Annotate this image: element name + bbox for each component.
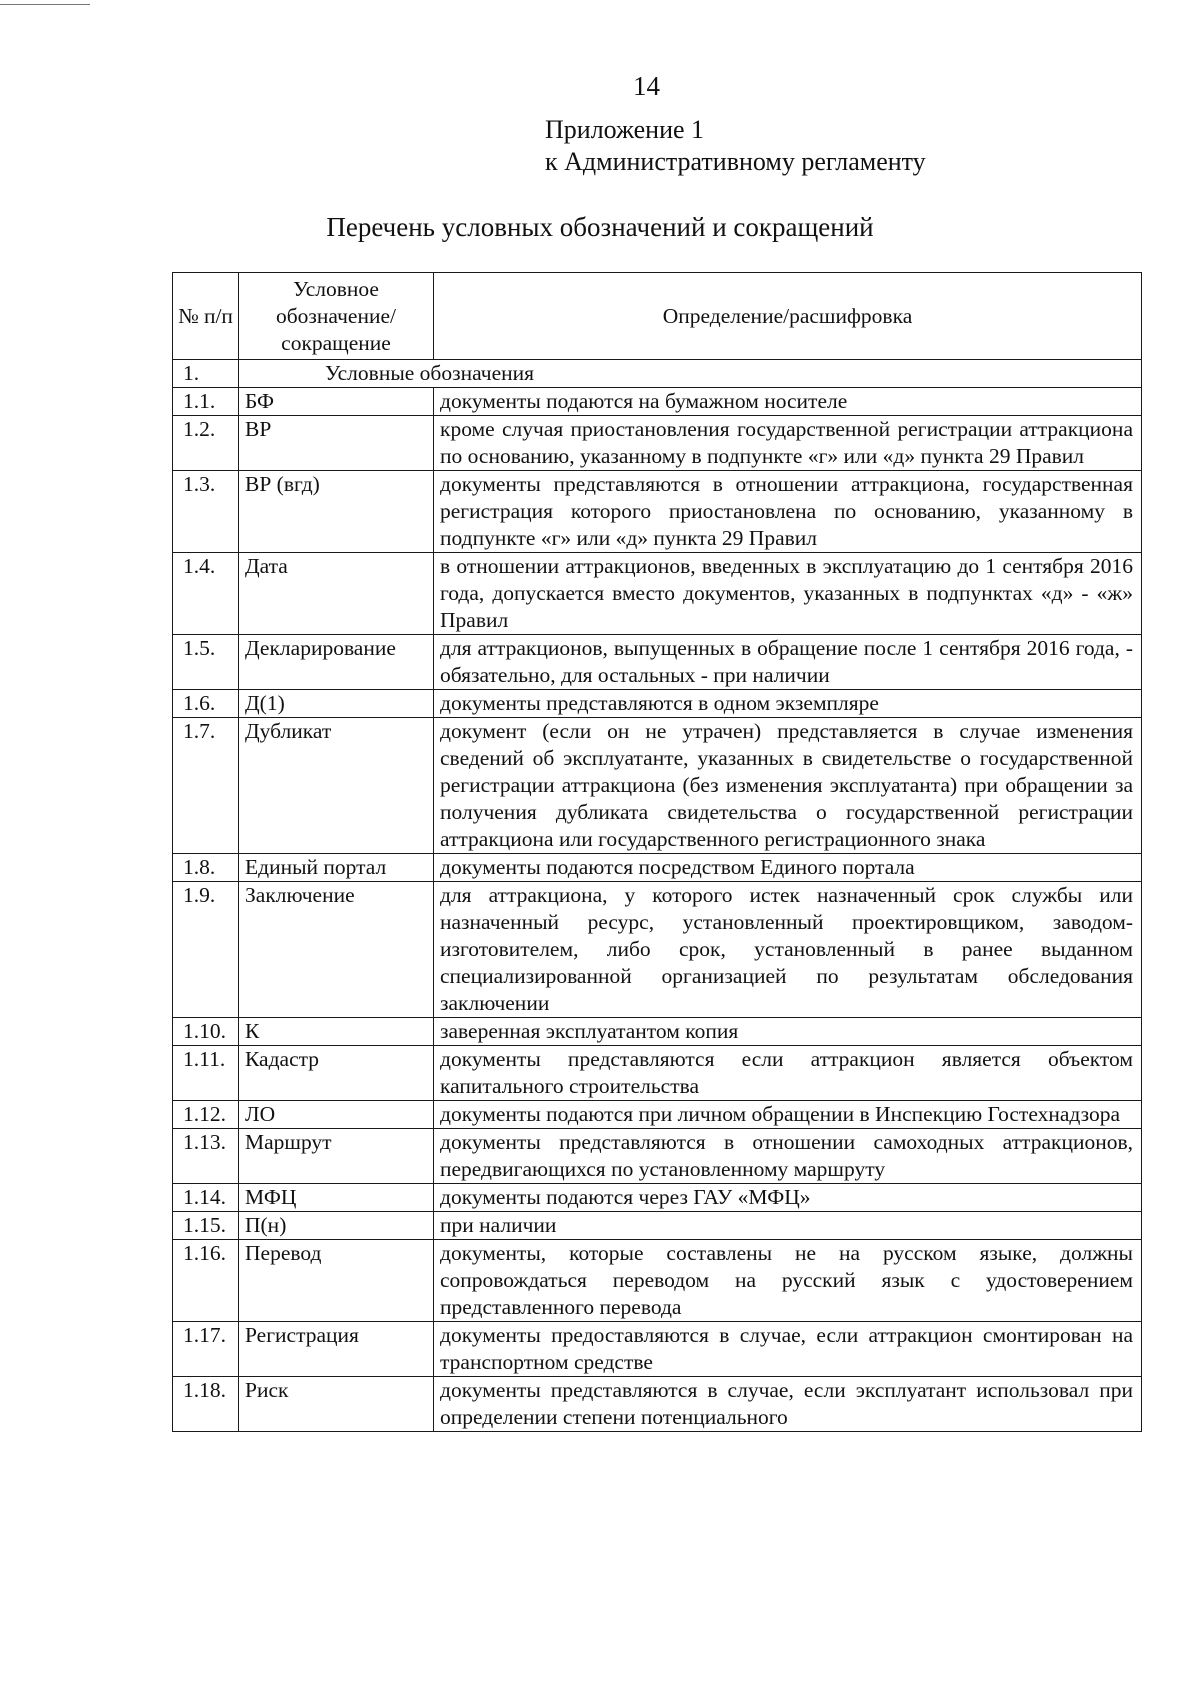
row-number: 1.1. <box>173 388 239 416</box>
row-definition: кроме случая приостановления государственной регистрации аттракциона по основанию, указанному в подпункте «г» или «д» пункта 29 Правил <box>434 416 1142 471</box>
appendix-reference <box>545 114 926 178</box>
header-definition: Определение/расшифровка <box>434 273 1142 360</box>
table-row <box>173 1240 1142 1322</box>
row-definition: документы представляются в отношении аттракциона, государственная регистрация которого приостановлена по основанию, указанному в подпункте «г» или «д» пункта 29 Правил <box>434 471 1142 553</box>
abbreviations-table <box>172 272 1142 1432</box>
row-abbreviation: ВР <box>239 416 434 471</box>
row-abbreviation: К <box>239 1018 434 1046</box>
row-abbreviation: П(н) <box>239 1212 434 1240</box>
table-row <box>173 635 1142 690</box>
table-row <box>173 1322 1142 1377</box>
row-definition: документы подаются на бумажном носителе <box>434 388 1142 416</box>
header-abbreviation: Условное обозначение/ сокращение <box>239 273 434 360</box>
row-definition: документ (если он не утрачен) представляется в случае изменения сведений об эксплуатанте, указанных в свидетельстве о государственной регистрации аттракциона (без изменения эксплуатанта) при обращении за получения дубликата свидетельства о государственной регистрации аттракциона или государственного регистрационного знака <box>434 718 1142 854</box>
row-number: 1.16. <box>173 1240 239 1322</box>
row-definition: документы подаются посредством Единого портала <box>434 854 1142 882</box>
table-header-row <box>173 273 1142 360</box>
row-definition: заверенная эксплуатантом копия <box>434 1018 1142 1046</box>
row-number: 1.11. <box>173 1046 239 1101</box>
row-abbreviation: Перевод <box>239 1240 434 1322</box>
row-definition: документы подаются через ГАУ «МФЦ» <box>434 1184 1142 1212</box>
table-row <box>173 471 1142 553</box>
table-row <box>173 1018 1142 1046</box>
row-abbreviation: Риск <box>239 1377 434 1432</box>
row-definition: документы предоставляются в случае, если аттракцион смонтирован на транспортном средстве <box>434 1322 1142 1377</box>
table-row <box>173 882 1142 1018</box>
row-number: 1.9. <box>173 882 239 1018</box>
row-abbreviation: Заключение <box>239 882 434 1018</box>
row-number: 1.7. <box>173 718 239 854</box>
row-definition: документы представляются если аттракцион является объектом капитального строительства <box>434 1046 1142 1101</box>
header-number: № п/п <box>173 273 239 360</box>
appendix-line-1: Приложение 1 <box>545 115 705 144</box>
row-number: 1.5. <box>173 635 239 690</box>
row-abbreviation: Дубликат <box>239 718 434 854</box>
table-row <box>173 1212 1142 1240</box>
row-definition: при наличии <box>434 1212 1142 1240</box>
table-body <box>173 360 1142 1432</box>
row-definition: документы подаются при личном обращении в Инспекцию Гостехнадзора <box>434 1101 1142 1129</box>
row-abbreviation: Д(1) <box>239 690 434 718</box>
table-row <box>173 416 1142 471</box>
row-number: 1.18. <box>173 1377 239 1432</box>
row-abbreviation: БФ <box>239 388 434 416</box>
row-abbreviation: Регистрация <box>239 1322 434 1377</box>
table-row <box>173 1046 1142 1101</box>
table-row <box>173 388 1142 416</box>
section-title-cell <box>239 360 1142 388</box>
table-row <box>173 690 1142 718</box>
page-number: 14 <box>633 71 660 101</box>
row-number: 1.13. <box>173 1129 239 1184</box>
row-abbreviation: ВР (вгд) <box>239 471 434 553</box>
table-row <box>173 718 1142 854</box>
row-abbreviation: Маршрут <box>239 1129 434 1184</box>
row-abbreviation: МФЦ <box>239 1184 434 1212</box>
row-number: 1.12. <box>173 1101 239 1129</box>
row-number: 1.6. <box>173 690 239 718</box>
appendix-line-2: к Административному регламенту <box>545 147 926 176</box>
row-abbreviation: Декларирование <box>239 635 434 690</box>
row-number: 1.4. <box>173 553 239 635</box>
row-number: 1.17. <box>173 1322 239 1377</box>
table-row <box>173 553 1142 635</box>
row-definition: документы представляются в случае, если эксплуатант использовал при определении степени потенциального <box>434 1377 1142 1432</box>
row-definition: для аттракционов, выпущенных в обращение после 1 сентября 2016 года, - обязательно, для остальных - при наличии <box>434 635 1142 690</box>
table-row <box>173 1184 1142 1212</box>
row-definition: документы представляются в одном экземпляре <box>434 690 1142 718</box>
section-title: Условные обозначения <box>325 361 535 385</box>
row-number: 1.10. <box>173 1018 239 1046</box>
row-abbreviation: Единый портал <box>239 854 434 882</box>
row-abbreviation: ЛО <box>239 1101 434 1129</box>
row-number: 1.3. <box>173 471 239 553</box>
row-definition: документы представляются в отношении самоходных аттракционов, передвигающихся по установленному маршруту <box>434 1129 1142 1184</box>
section-number: 1. <box>173 360 239 388</box>
row-number: 1.15. <box>173 1212 239 1240</box>
table-row <box>173 854 1142 882</box>
row-abbreviation: Кадастр <box>239 1046 434 1101</box>
row-number: 1.2. <box>173 416 239 471</box>
section-row <box>173 360 1142 388</box>
row-number: 1.8. <box>173 854 239 882</box>
table-row <box>173 1129 1142 1184</box>
table-row <box>173 1101 1142 1129</box>
row-definition: документы, которые составлены не на русском языке, должны сопровождаться переводом на русский язык с удостоверением представленного перевода <box>434 1240 1142 1322</box>
row-definition: для аттракциона, у которого истек назначенный срок службы или назначенный ресурс, установленный проектировщиком, заводом-изготовителем, либо срок, установленный в ранее выданном специализированной организацией по результатам обследования заключении <box>434 882 1142 1018</box>
row-abbreviation: Дата <box>239 553 434 635</box>
document-title: Перечень условных обозначений и сокращений <box>326 212 874 242</box>
row-definition: в отношении аттракционов, введенных в эксплуатацию до 1 сентября 2016 года, допускается вместо документов, указанных в подпунктах «д» - «ж» Правил <box>434 553 1142 635</box>
table-row <box>173 1377 1142 1432</box>
scan-artifact-line <box>0 4 90 5</box>
row-number: 1.14. <box>173 1184 239 1212</box>
